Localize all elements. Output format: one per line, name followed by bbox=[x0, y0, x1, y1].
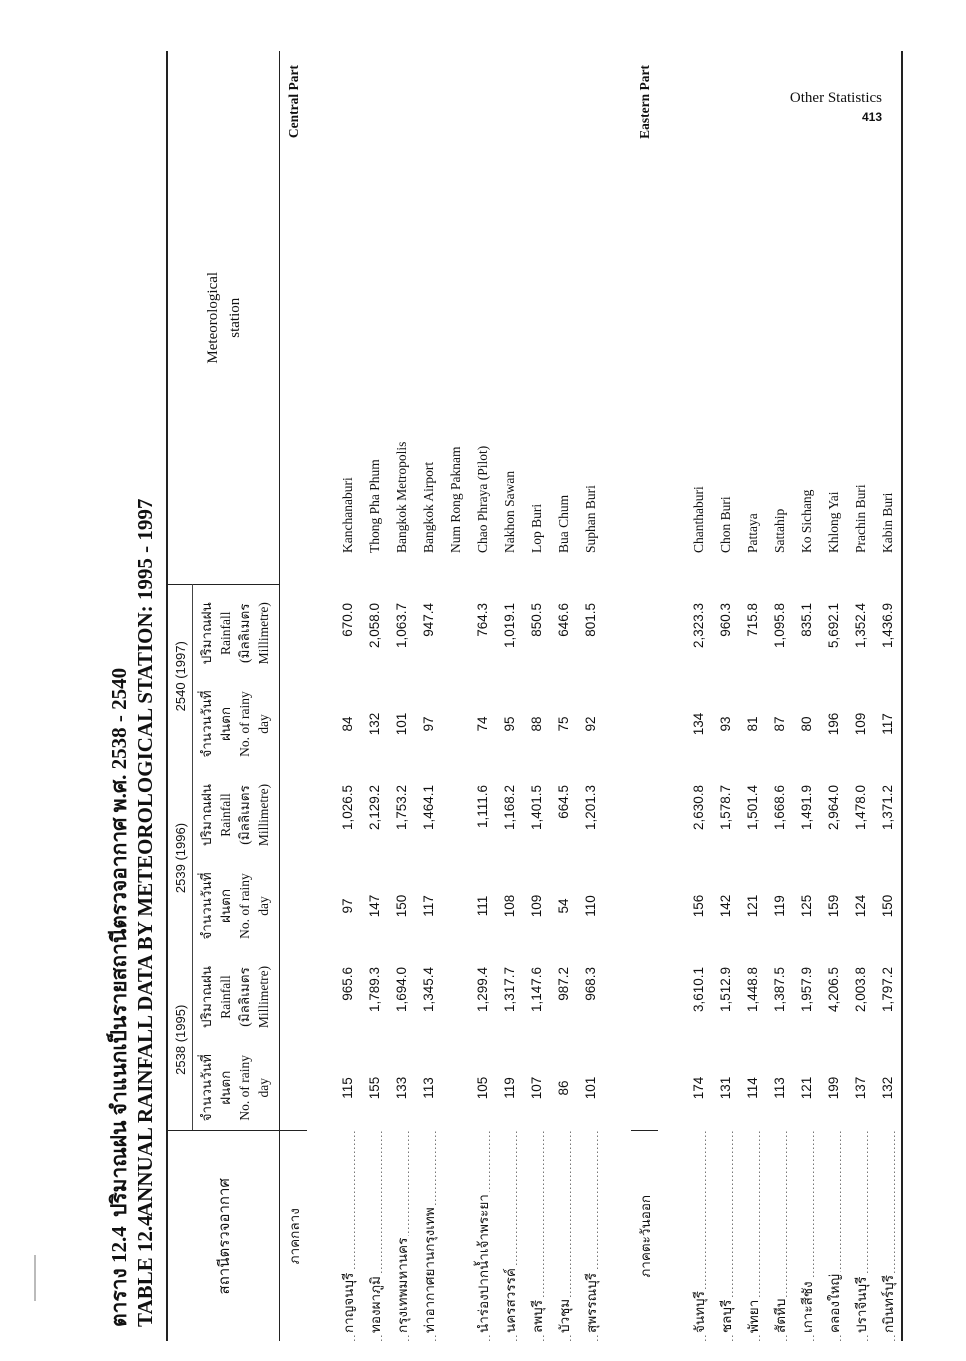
empty-cell bbox=[280, 863, 308, 949]
empty-cell bbox=[280, 767, 308, 863]
rainfall-1995: 1,512.9 bbox=[718, 967, 733, 1013]
table-title-block bbox=[106, 127, 158, 1327]
station-name-thai-text: สุพรรณบุรี bbox=[583, 1273, 599, 1333]
rainfall-1996: 1,753.2 bbox=[394, 785, 409, 831]
station-name-thai bbox=[361, 1131, 388, 1341]
table-row bbox=[820, 51, 847, 1341]
empty-cell bbox=[469, 565, 496, 585]
rainfall-1997: 2,323.3 bbox=[691, 603, 706, 649]
empty-cell bbox=[847, 565, 874, 585]
rainy-days-1995: 119 bbox=[502, 1077, 517, 1099]
station-name-thai bbox=[469, 1131, 496, 1341]
rainfall-1995: 965.6 bbox=[340, 967, 355, 1001]
rainy-days-1996: 110 bbox=[583, 895, 598, 917]
station-name-english: Kabin Buri bbox=[874, 51, 902, 565]
rainfall-1996: 1,501.4 bbox=[745, 785, 760, 831]
station-name-thai bbox=[847, 1131, 874, 1341]
station-name-thai bbox=[415, 1131, 442, 1341]
region-name-thai: ภาคตะวันออก bbox=[631, 1131, 658, 1341]
rainy-days-1997: 88 bbox=[529, 716, 544, 732]
table-row bbox=[496, 51, 523, 1341]
station-name-thai bbox=[739, 1131, 766, 1341]
table-row bbox=[550, 51, 577, 1341]
table-row bbox=[739, 51, 766, 1341]
rainfall-1996: 1,491.9 bbox=[799, 785, 814, 831]
rainfall-1997: 1,095.8 bbox=[772, 603, 787, 649]
rainfall-1997: 850.5 bbox=[529, 603, 544, 637]
page-number: 413 bbox=[861, 110, 882, 124]
station-name-thai-text: คลองใหญ่ bbox=[826, 1274, 842, 1333]
year-header-1995: 2538 (1995) bbox=[167, 949, 193, 1131]
empty-cell bbox=[280, 585, 308, 681]
station-name-thai-text: ชลบุรี bbox=[718, 1299, 734, 1333]
station-name-thai bbox=[874, 1131, 902, 1341]
empty-cell bbox=[577, 565, 604, 585]
station-header-english bbox=[167, 51, 280, 585]
rainy-days-1997: 84 bbox=[340, 716, 355, 732]
title-thai-text: ปริมาณฝน จำแนกเป็นรายสถานีตรวจอากาศ พ.ศ. 2538 - 2540 bbox=[107, 667, 131, 1217]
rainfall-header-1996: ปริมาณฝน Rainfall (มิลลิเมตร Millimetre) bbox=[193, 767, 280, 863]
rainy-days-1995: 132 bbox=[874, 1045, 902, 1131]
station-name-thai-text: ทองผาภูมิ bbox=[367, 1276, 383, 1333]
rainfall-1996: 1,201.3 bbox=[583, 785, 598, 831]
table-body bbox=[280, 51, 903, 1341]
rainy-days-1995: 115 bbox=[340, 1077, 355, 1099]
rainy-days-1997: 196 bbox=[826, 712, 841, 736]
rainy-days-1997: 92 bbox=[583, 716, 598, 732]
spacer-cell bbox=[604, 51, 631, 1341]
rainy-days-1995: 133 bbox=[394, 1076, 409, 1100]
rainfall-1995: 1,147.6 bbox=[529, 967, 544, 1013]
title-english-label: TABLE 12.4 bbox=[133, 1215, 157, 1327]
region-row bbox=[280, 51, 308, 1341]
rainy-days-1995: 114 bbox=[745, 1077, 760, 1099]
rainfall-1995: 1,797.2 bbox=[874, 949, 902, 1045]
empty-cell bbox=[793, 565, 820, 585]
rainy-days-1996: 121 bbox=[745, 894, 760, 918]
rainy-days-1996: 117 bbox=[421, 895, 436, 917]
empty-cell bbox=[631, 565, 658, 585]
station-name-thai-text: ท่าอากาศยานกรุงเทพ bbox=[421, 1207, 437, 1333]
empty-cell bbox=[631, 585, 658, 681]
rainy-days-1995: 174 bbox=[691, 1076, 706, 1100]
station-name-english: Sattahip bbox=[771, 508, 787, 553]
rainy-days-1996: 159 bbox=[826, 894, 841, 918]
empty-cell bbox=[874, 565, 902, 585]
empty-cell bbox=[631, 1045, 658, 1131]
station-name-english: Chanthaburi bbox=[690, 486, 706, 553]
table-row bbox=[577, 51, 604, 1341]
station-name-thai bbox=[820, 1131, 847, 1341]
region-name-english: Eastern Part bbox=[636, 64, 652, 139]
empty-cell bbox=[280, 1045, 308, 1131]
rainy-days-1996: 150 bbox=[874, 863, 902, 949]
region-spacer bbox=[604, 51, 631, 1341]
rainfall-1997: 1,436.9 bbox=[874, 585, 902, 681]
station-name-english: Suphan Buri bbox=[582, 485, 598, 553]
rainy-days-1997: 132 bbox=[367, 712, 382, 736]
title-english bbox=[132, 127, 158, 1327]
station-name-thai-text: ปราจีนบุรี bbox=[853, 1276, 869, 1333]
rainy-days-1995: 131 bbox=[718, 1076, 733, 1100]
region-spacer bbox=[307, 51, 334, 1341]
station-name-english: Kanchanaburi bbox=[339, 477, 355, 553]
title-english-text: ANNUAL RAINFALL DATA BY METEOROLOGICAL STATION: 1995 - 1997 bbox=[133, 498, 157, 1217]
rainfall-1997: 715.8 bbox=[745, 603, 760, 637]
station-name-english: Khlong Yai bbox=[825, 491, 841, 553]
empty-cell bbox=[712, 565, 739, 585]
rainy-days-1996: 97 bbox=[340, 898, 355, 914]
rainfall-1995: 1,957.9 bbox=[799, 967, 814, 1013]
rainy-days-1997 bbox=[442, 681, 469, 767]
region-name-thai: ภาคกลาง bbox=[280, 1131, 308, 1341]
rainfall-1996: 1,111.6 bbox=[475, 785, 490, 829]
rainy-days-1997: 95 bbox=[502, 716, 517, 732]
rainy-days-1996: 156 bbox=[691, 894, 706, 918]
empty-cell bbox=[280, 949, 308, 1045]
rainy-days-1996: 150 bbox=[394, 894, 409, 918]
rainfall-1995: 1,789.3 bbox=[367, 967, 382, 1013]
rainfall-1996: 1,478.0 bbox=[853, 785, 868, 831]
station-name-english: Pattaya bbox=[744, 513, 760, 553]
empty-cell bbox=[631, 863, 658, 949]
empty-cell bbox=[739, 565, 766, 585]
rainy-days-1997: 97 bbox=[421, 716, 436, 732]
rainfall-1996: 1,401.5 bbox=[529, 785, 544, 831]
rainy-days-1995: 101 bbox=[583, 1076, 598, 1100]
table-row bbox=[469, 51, 496, 1341]
empty-cell bbox=[631, 767, 658, 863]
rainy-days-1996: 109 bbox=[529, 894, 544, 918]
table-row bbox=[415, 51, 442, 1341]
rainy-days-1996: 119 bbox=[772, 895, 787, 917]
station-name-english: Chon Buri bbox=[717, 496, 733, 553]
rainfall-1996: 1,026.5 bbox=[340, 785, 355, 831]
rainy-days-1997: 109 bbox=[853, 712, 868, 736]
rainy-days-1995: 113 bbox=[772, 1077, 787, 1099]
rainy-days-1996: 124 bbox=[853, 894, 868, 918]
rainy-days-1997: 87 bbox=[772, 716, 787, 732]
rainfall-1995: 1,448.8 bbox=[745, 967, 760, 1013]
station-name-thai-text: กบินทร์บุรี bbox=[880, 1275, 896, 1333]
station-name-thai bbox=[712, 1131, 739, 1341]
year-header-1996: 2539 (1996) bbox=[167, 767, 193, 949]
empty-cell bbox=[496, 565, 523, 585]
station-name-thai bbox=[766, 1131, 793, 1341]
table-row bbox=[874, 51, 902, 1341]
rainfall-1996: 664.5 bbox=[556, 785, 571, 819]
empty-cell bbox=[685, 565, 712, 585]
rotated-table-page bbox=[100, 51, 896, 1341]
empty-cell bbox=[631, 681, 658, 767]
station-name-thai-text: จันทบุรี bbox=[691, 1291, 707, 1333]
rainfall-1995: 1,299.4 bbox=[475, 967, 490, 1013]
year-header-1997: 2540 (1997) bbox=[167, 585, 193, 767]
table-row bbox=[766, 51, 793, 1341]
rainfall-1995 bbox=[442, 949, 469, 1045]
rainy-days-1995: 137 bbox=[853, 1076, 868, 1100]
station-name-thai-text: นำร่องปากน้ำเจ้าพระยา bbox=[475, 1194, 491, 1333]
empty-cell bbox=[550, 565, 577, 585]
rainy-days-1997: 93 bbox=[718, 716, 733, 732]
empty-cell bbox=[820, 565, 847, 585]
rainfall-1996: 2,630.8 bbox=[691, 785, 706, 831]
empty-cell bbox=[280, 681, 308, 767]
table-row bbox=[334, 51, 361, 1341]
rainy-days-header-1997: จำนวนวันที่ ฝนตก No. of rainy day bbox=[193, 681, 280, 767]
table-row bbox=[523, 51, 550, 1341]
empty-cell bbox=[631, 949, 658, 1045]
rainfall-1996: 2,964.0 bbox=[826, 785, 841, 831]
station-name-thai bbox=[685, 1131, 712, 1341]
spacer-cell bbox=[307, 51, 334, 1341]
empty-cell bbox=[280, 565, 308, 585]
station-header-thai: สถานีตรวจอากาศ bbox=[167, 1131, 280, 1341]
table-row bbox=[847, 51, 874, 1341]
station-name-english: Nakhon Sawan bbox=[501, 470, 517, 553]
rainfall-1996 bbox=[442, 767, 469, 863]
rainy-days-1995: 107 bbox=[529, 1076, 544, 1100]
region-row bbox=[631, 51, 658, 1341]
rainy-days-1995: 86 bbox=[556, 1080, 571, 1096]
station-name-english: Prachin Buri bbox=[852, 484, 868, 553]
station-name-english: Lop Buri bbox=[528, 503, 544, 553]
rainfall-1996: 1,668.6 bbox=[772, 785, 787, 831]
station-name-thai bbox=[442, 1131, 469, 1341]
spacer-cell bbox=[658, 51, 685, 1341]
rainy-days-1995: 199 bbox=[826, 1076, 841, 1100]
station-name-thai bbox=[550, 1131, 577, 1341]
station-name-english: Bangkok Airport bbox=[420, 461, 436, 553]
table-row bbox=[685, 51, 712, 1341]
station-name-english: Chao Phraya (Pilot) bbox=[474, 445, 490, 553]
rainy-days-1997: 75 bbox=[556, 716, 571, 732]
station-name-thai bbox=[496, 1131, 523, 1341]
rainy-days-1995: 113 bbox=[421, 1077, 436, 1099]
rainfall-1995: 968.3 bbox=[583, 967, 598, 1001]
margin-mark bbox=[34, 1255, 36, 1301]
rainy-days-1996: 147 bbox=[367, 894, 382, 918]
rainfall-1995: 1,317.7 bbox=[502, 967, 517, 1013]
station-name-thai-text: สัตหีบ bbox=[772, 1298, 788, 1333]
rainfall-1995: 1,387.5 bbox=[772, 967, 787, 1013]
rainy-days-1996 bbox=[442, 863, 469, 949]
rainfall-1997: 670.0 bbox=[340, 603, 355, 637]
station-name-english: Thong Pha Phum bbox=[366, 459, 382, 553]
rainfall-1995: 4,206.5 bbox=[826, 967, 841, 1013]
rainy-days-1996: 125 bbox=[799, 894, 814, 918]
rainfall-1997: 5,692.1 bbox=[826, 603, 841, 649]
rainfall-1997: 1,063.7 bbox=[394, 603, 409, 649]
rainfall-header-1995: ปริมาณฝน Rainfall (มิลลิเมตร Millimetre) bbox=[193, 949, 280, 1045]
rainy-days-1997: 74 bbox=[475, 716, 490, 732]
rainy-days-1996: 111 bbox=[475, 895, 490, 917]
station-name-thai bbox=[523, 1131, 550, 1341]
table-row bbox=[793, 51, 820, 1341]
station-name-thai-text: บัวชุม bbox=[556, 1298, 572, 1333]
station-name-thai bbox=[334, 1131, 361, 1341]
rainfall-1997: 835.1 bbox=[799, 603, 814, 637]
empty-cell bbox=[415, 565, 442, 585]
empty-cell bbox=[442, 565, 469, 585]
rainfall-1996: 1,464.1 bbox=[421, 785, 436, 831]
table-row bbox=[388, 51, 415, 1341]
empty-cell bbox=[766, 565, 793, 585]
rainfall-1996: 1,371.2 bbox=[874, 767, 902, 863]
rainy-days-header-1995: จำนวนวันที่ ฝนตก No. of rainy day bbox=[193, 1045, 280, 1131]
empty-cell bbox=[523, 565, 550, 585]
station-name-english: Bua Chum bbox=[555, 494, 571, 553]
station-name-thai-text: พัทยา bbox=[745, 1299, 761, 1333]
station-header-en-1: Meteorological bbox=[204, 271, 221, 364]
rainy-days-1996: 108 bbox=[502, 894, 517, 918]
title-thai bbox=[106, 127, 132, 1327]
rainy-days-1996: 142 bbox=[718, 894, 733, 918]
rainy-days-1996: 54 bbox=[556, 898, 571, 914]
region-spacer bbox=[658, 51, 685, 1341]
station-name-english: Num Rong Paknam bbox=[447, 446, 463, 553]
rainfall-1997 bbox=[442, 585, 469, 681]
table-row bbox=[442, 51, 469, 1341]
rainy-days-1995: 105 bbox=[475, 1076, 490, 1100]
rainfall-1995: 987.2 bbox=[556, 967, 571, 1001]
title-thai-label: ตาราง 12.4 bbox=[107, 1226, 131, 1327]
rainy-days-header-1996: จำนวนวันที่ ฝนตก No. of rainy day bbox=[193, 863, 280, 949]
rainfall-1997: 2,058.0 bbox=[367, 603, 382, 649]
rainy-days-1995: 121 bbox=[799, 1076, 814, 1100]
rainfall-1997: 764.3 bbox=[475, 603, 490, 637]
table-row bbox=[361, 51, 388, 1341]
empty-cell bbox=[361, 565, 388, 585]
rainfall-1995: 2,003.8 bbox=[853, 967, 868, 1013]
station-name-thai bbox=[793, 1131, 820, 1341]
rainfall-1997: 801.5 bbox=[583, 603, 598, 637]
rainy-days-1997: 134 bbox=[691, 712, 706, 736]
rainfall-1997: 960.3 bbox=[718, 603, 733, 637]
station-name-thai-text: ลพบุรี bbox=[529, 1300, 545, 1333]
section-title: Other Statistics bbox=[789, 90, 882, 106]
station-header-en-2: station bbox=[226, 297, 243, 338]
rainy-days-1997: 117 bbox=[874, 681, 902, 767]
station-name-thai-text: กาญจนบุรี bbox=[340, 1272, 356, 1333]
rainfall-1997: 1,019.1 bbox=[502, 603, 517, 649]
empty-cell bbox=[334, 565, 361, 585]
region-name-english: Central Part bbox=[285, 64, 301, 139]
rainfall-1995: 3,610.1 bbox=[691, 967, 706, 1013]
rainfall-1997: 1,352.4 bbox=[853, 603, 868, 649]
rainy-days-1997: 81 bbox=[745, 716, 760, 732]
rainy-days-1997: 101 bbox=[394, 712, 409, 736]
station-name-english: Ko Sichang bbox=[798, 489, 814, 553]
station-name-thai-text: นครสวรรค์ bbox=[502, 1268, 518, 1333]
year-header-row bbox=[167, 51, 193, 1341]
station-name-thai bbox=[388, 1131, 415, 1341]
rainfall-1996: 1,578.7 bbox=[718, 785, 733, 831]
station-name-english: Bangkok Metropolis bbox=[393, 441, 409, 553]
station-name-thai-text: กรุงเทพมหานคร bbox=[394, 1237, 410, 1333]
rainfall-1996: 2,129.2 bbox=[367, 785, 382, 831]
table-row bbox=[712, 51, 739, 1341]
rainy-days-1995: 155 bbox=[367, 1076, 382, 1100]
rainy-days-1995 bbox=[442, 1045, 469, 1131]
rainfall-1997: 646.6 bbox=[556, 603, 571, 637]
empty-cell bbox=[388, 565, 415, 585]
rainfall-1995: 1,345.4 bbox=[421, 967, 436, 1013]
station-name-thai bbox=[577, 1131, 604, 1341]
rainfall-header-1997: ปริมาณฝน Rainfall (มิลลิเมตร Millimetre) bbox=[193, 585, 280, 681]
rainfall-1997: 947.4 bbox=[421, 603, 436, 637]
rainfall-table bbox=[166, 51, 903, 1341]
rainfall-1996: 1,168.2 bbox=[502, 785, 517, 831]
rainfall-1995: 1,694.0 bbox=[394, 967, 409, 1013]
station-name-thai-text: เกาะสีชัง bbox=[799, 1281, 815, 1333]
rainy-days-1997: 80 bbox=[799, 716, 814, 732]
